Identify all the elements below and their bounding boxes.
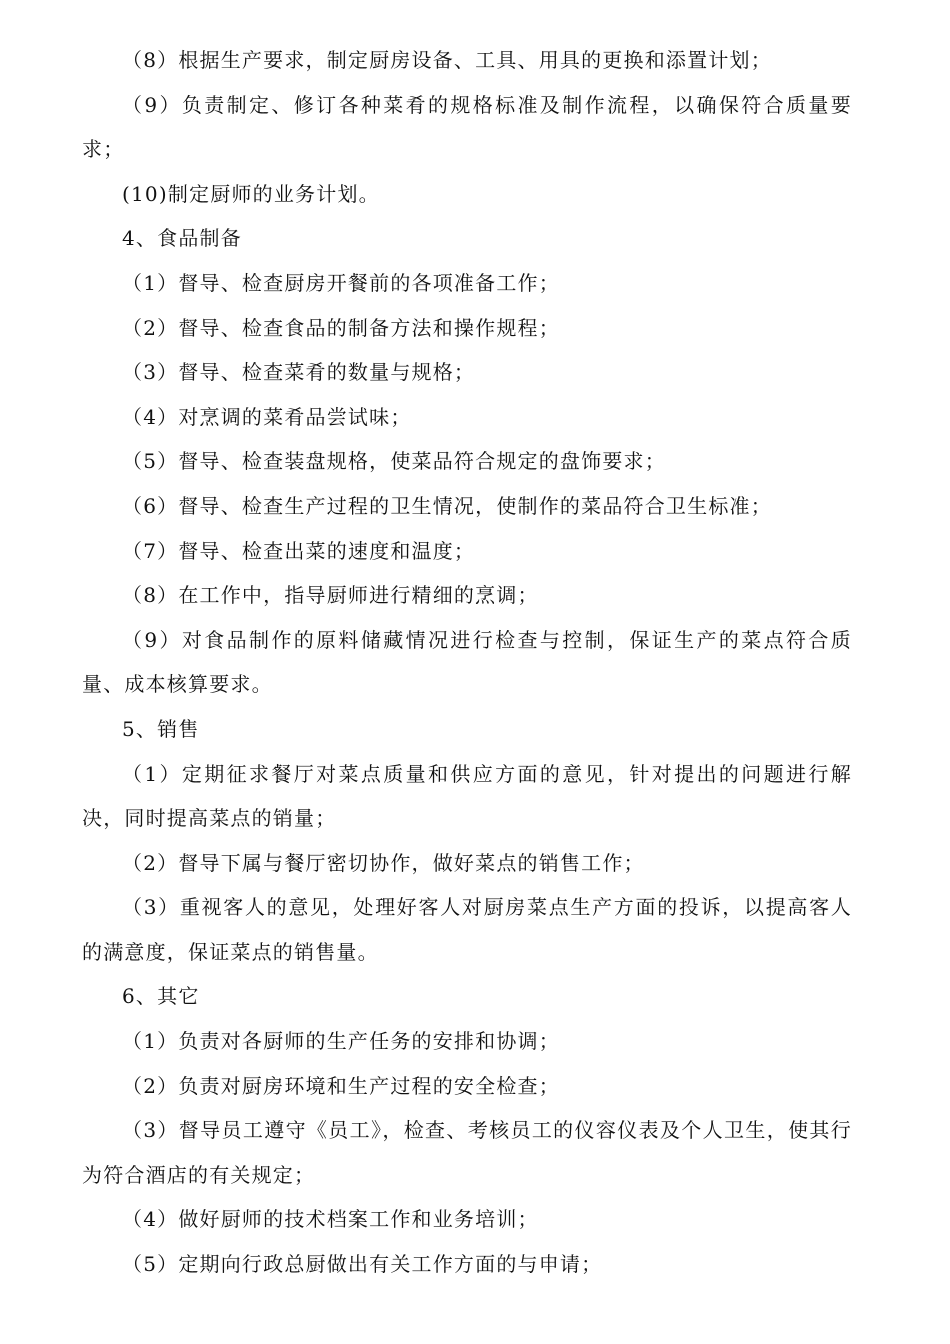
other-item-1: （1）负责对各厨师的生产任务的安排和协调； — [122, 1029, 560, 1054]
section-heading-other: 6、其它 — [122, 984, 200, 1009]
sales-item-2: （2）督导下属与餐厅密切协作，做好菜点的销售工作； — [122, 850, 645, 875]
document-page — [82, 38, 852, 1287]
other-item-2: （2）负责对厨房环境和生产过程的安全检查； — [122, 1073, 560, 1098]
other-item-3: （3）督导员工遵守《员工》，检查、考核员工的仪容仪表及个人卫生，使其行为符合酒店的有关规定； — [82, 1118, 852, 1187]
food-prep-item-2: （2）督导、检查食品的制备方法和操作规程； — [122, 315, 560, 340]
food-prep-item-9: （9）对食品制作的原料储藏情况进行检查与控制，保证生产的菜点符合质量、成本核算要求。 — [82, 627, 852, 697]
food-prep-item-8: （8）在工作中，指导厨师进行精细的烹调； — [122, 583, 539, 608]
other-item-5: （5）定期向行政总厨做出有关工作方面的与申请； — [122, 1252, 603, 1277]
food-prep-item-7: （7）督导、检查出菜的速度和温度； — [122, 538, 476, 563]
item-8-equipment-plan: （8）根据生产要求，制定厨房设备、工具、用具的更换和添置计划； — [122, 48, 772, 72]
sales-item-1: （1）定期征求餐厅对菜点质量和供应方面的意见，针对提出的问题进行解决，同时提高菜点的销量； — [82, 761, 852, 831]
food-prep-item-5: （5）督导、检查装盘规格，使菜品符合规定的盘饰要求； — [122, 449, 666, 474]
section-heading-sales: 5、销售 — [122, 716, 200, 741]
item-9-dish-standards: （9）负责制定、修订各种菜肴的规格标准及制作流程，以确保符合质量要求； — [82, 92, 852, 162]
other-item-4: （4）做好厨师的技术档案工作和业务培训； — [122, 1207, 539, 1232]
food-prep-item-3: （3）督导、检查菜肴的数量与规格； — [122, 360, 476, 385]
item-10-chef-plan: (10)制定厨师的业务计划。 — [122, 181, 380, 206]
food-prep-item-1: （1）督导、检查厨房开餐前的各项准备工作； — [122, 270, 560, 295]
section-heading-food-prep: 4、食品制备 — [122, 226, 242, 251]
sales-item-3: （3）重视客人的意见，处理好客人对厨房菜点生产方面的投诉，以提高客人的满意度，保证菜点的销售量。 — [82, 895, 852, 964]
food-prep-item-6: （6）督导、检查生产过程的卫生情况，使制作的菜品符合卫生标准； — [122, 493, 772, 518]
food-prep-item-4: （4）对烹调的菜肴品尝试味； — [122, 404, 412, 429]
